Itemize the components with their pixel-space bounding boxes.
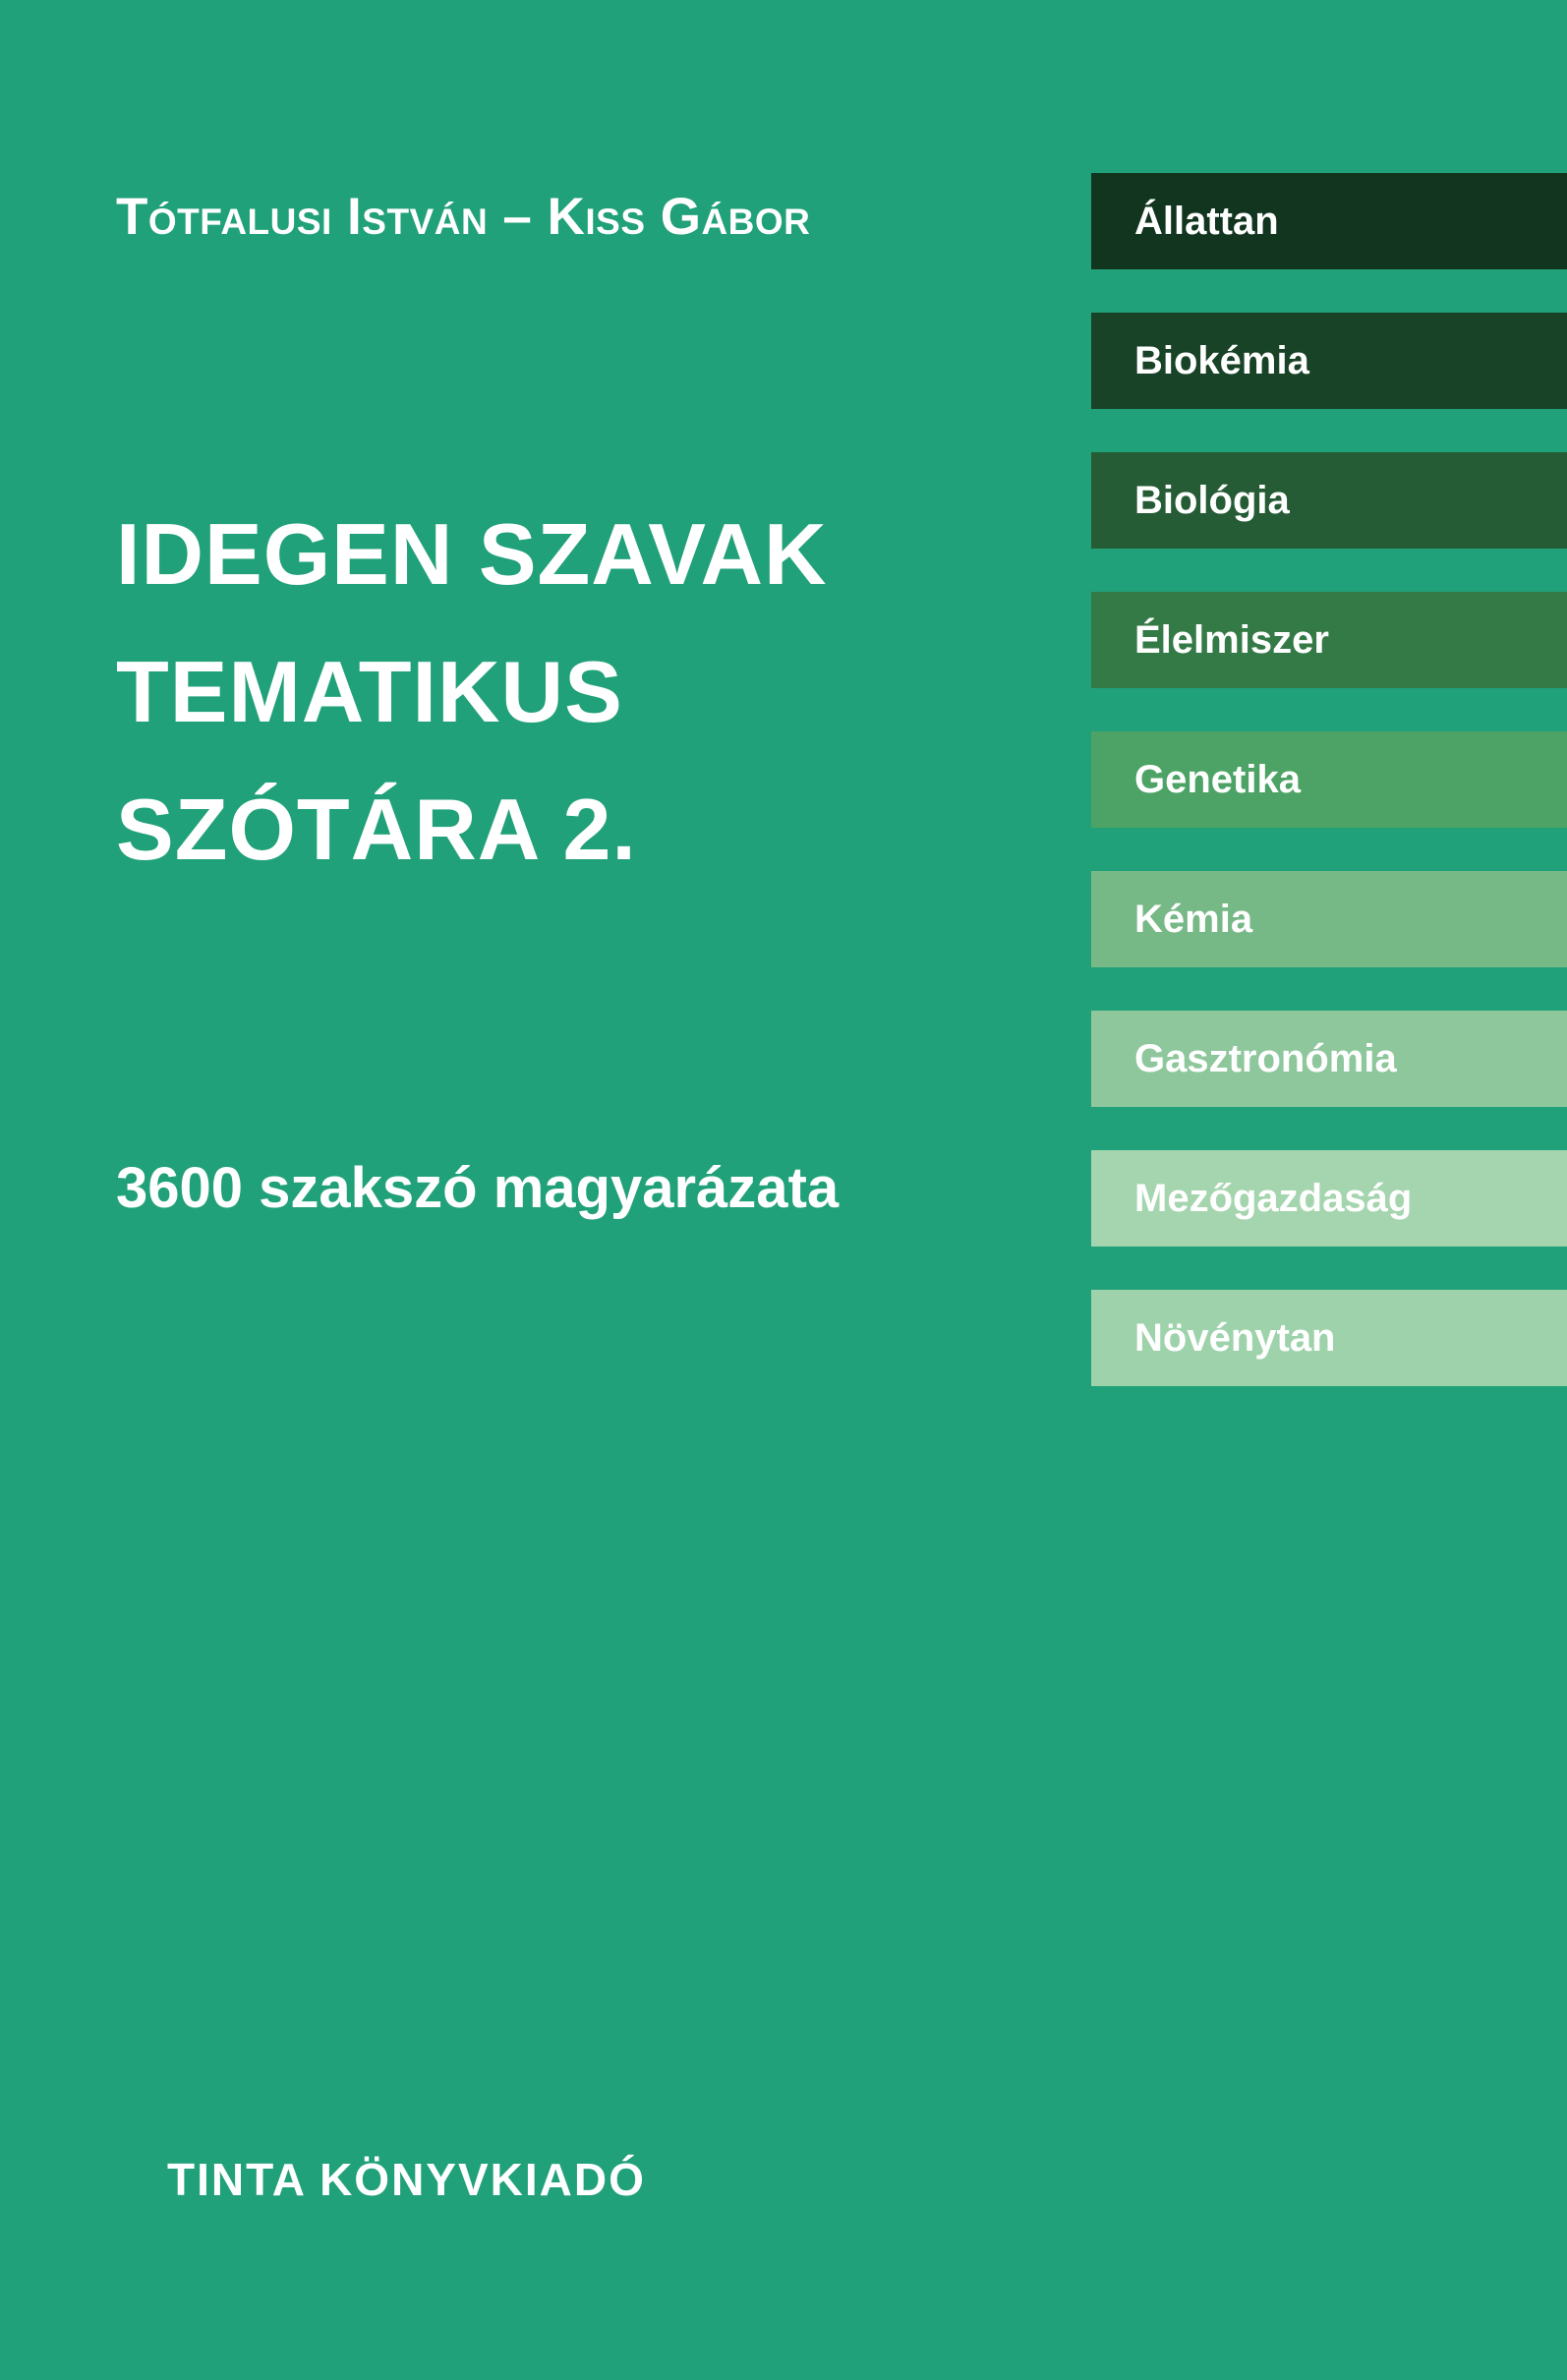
topic-bar-biologia bbox=[1091, 452, 1567, 549]
topic-label: Gasztronómia bbox=[1134, 1036, 1397, 1080]
title-line-1: IDEGEN SZAVAK bbox=[116, 505, 828, 603]
topic-label: Élelmiszer bbox=[1134, 617, 1329, 662]
topic-bar-elelmiszer bbox=[1091, 592, 1567, 688]
authors-line: Tótfalusi István – Kiss Gábor bbox=[116, 188, 811, 246]
topic-label: Genetika bbox=[1134, 757, 1301, 801]
topic-bar-novenytan bbox=[1091, 1290, 1567, 1386]
topic-bar-kemia bbox=[1091, 871, 1567, 967]
title-block bbox=[116, 505, 1050, 924]
topic-bar-gasztronomia bbox=[1091, 1011, 1567, 1107]
topic-bar-genetika bbox=[1091, 731, 1567, 828]
title-line-3: SZÓTÁRA 2. bbox=[116, 781, 637, 878]
topic-bar-biokemia bbox=[1091, 313, 1567, 409]
topic-label: Biológia bbox=[1134, 478, 1290, 522]
subtitle: 3600 szakszó magyarázata bbox=[116, 1156, 840, 1220]
topic-label: Kémia bbox=[1134, 897, 1253, 941]
topic-list bbox=[1091, 173, 1567, 1429]
title-line-2: TEMATIKUS bbox=[116, 643, 623, 740]
topic-label: Növénytan bbox=[1134, 1315, 1336, 1360]
topic-bar-mezogazdasag bbox=[1091, 1150, 1567, 1247]
topic-label: Mezőgazdaság bbox=[1134, 1176, 1413, 1220]
topic-bar-allattan bbox=[1091, 173, 1567, 269]
publisher-name: TINTA KÖNYVKIADÓ bbox=[167, 2154, 646, 2205]
topic-label: Biokémia bbox=[1134, 338, 1309, 382]
topic-label: Állattan bbox=[1134, 199, 1279, 243]
